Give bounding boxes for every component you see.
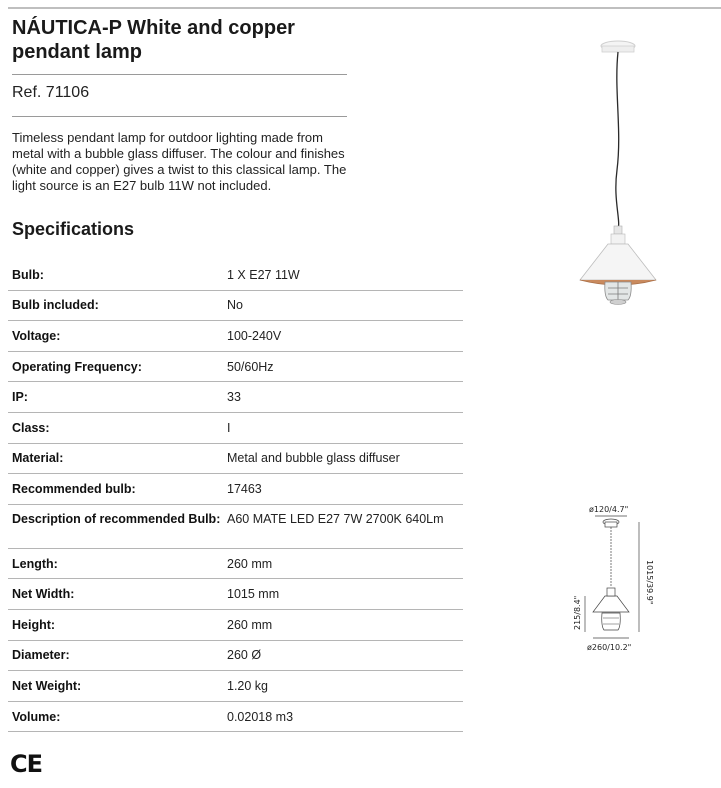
spec-value: 260 mm [227, 617, 273, 632]
spec-label: Material: [12, 451, 64, 466]
spec-label: Volume: [12, 709, 61, 724]
spec-row-class [8, 413, 463, 444]
spec-value: Metal and bubble glass diffuser [227, 451, 400, 466]
top-divider [8, 7, 721, 9]
spec-row-voltage [8, 321, 463, 352]
spec-row-recommended-bulb [8, 474, 463, 505]
spec-row-operating-frequency [8, 352, 463, 383]
title-divider [12, 74, 347, 75]
spec-label: Net Weight: [12, 678, 82, 693]
specifications-heading: Specifications [12, 219, 135, 239]
product-title: NÁUTICA-P White and copper pendant lamp [12, 17, 295, 63]
spec-value: 1 X E27 11W [227, 267, 300, 282]
spec-value: 50/60Hz [227, 359, 274, 374]
diagram-shade-dimension: 215/8.4" [573, 595, 582, 630]
spec-value: No [227, 298, 243, 313]
spec-value: 33 [227, 390, 241, 405]
spec-label: Bulb included: [12, 298, 99, 313]
spec-row-material [8, 444, 463, 475]
spec-label: Length: [12, 556, 58, 571]
spec-value: 17463 [227, 481, 262, 496]
diagram-top-dimension: ø120/4.7" [589, 505, 629, 514]
spec-label: Voltage: [12, 328, 61, 343]
diagram-bottom-dimension: ø260/10.2" [587, 643, 632, 652]
spec-row-net-weight [8, 671, 463, 702]
spec-value: 1015 mm [227, 587, 280, 602]
dimension-diagram [555, 500, 665, 660]
ce-certification-mark: CE [10, 750, 43, 778]
pendant-lamp-image [568, 30, 668, 330]
spec-value: 0.02018 m3 [227, 709, 294, 724]
spec-label: Recommended bulb: [12, 481, 136, 496]
spec-label: Bulb: [12, 267, 44, 282]
spec-value: 260 Ø [227, 648, 262, 663]
spec-row-length [8, 549, 463, 580]
spec-row-ip [8, 382, 463, 413]
spec-label: Height: [12, 617, 56, 632]
spec-row-diameter [8, 641, 463, 672]
spec-row-net-width [8, 579, 463, 610]
specifications-table [8, 260, 463, 732]
spec-value: 260 mm [227, 556, 273, 571]
spec-row-height [8, 610, 463, 641]
spec-row-volume [8, 702, 463, 733]
spec-value: A60 MATE LED E27 7W 2700K 640Lm [227, 511, 444, 526]
spec-value: 1.20 kg [227, 678, 269, 693]
spec-value: I [227, 420, 231, 435]
spec-value: 100-240V [227, 328, 282, 343]
spec-label: Diameter: [12, 648, 70, 663]
spec-row-bulb-description [8, 505, 463, 549]
spec-label: Description of recommended Bulb: [12, 511, 221, 526]
diagram-height-dimension: 1015/39.9" [645, 560, 654, 605]
spec-label: IP: [12, 390, 28, 405]
spec-row-bulb [8, 260, 463, 291]
spec-label: Net Width: [12, 587, 75, 602]
reference-divider [12, 116, 347, 117]
spec-row-bulb-included [8, 291, 463, 322]
spec-label: Operating Frequency: [12, 359, 142, 374]
product-reference: Ref. 71106 [12, 84, 90, 101]
product-description: Timeless pendant lamp for outdoor lighting made from metal with a bubble glass diffuser. The colour and finishes (white and copper) gives a twist to this classical lamp. The light source is an E27 bulb 11W not included. [12, 130, 347, 193]
spec-label: Class: [12, 420, 50, 435]
